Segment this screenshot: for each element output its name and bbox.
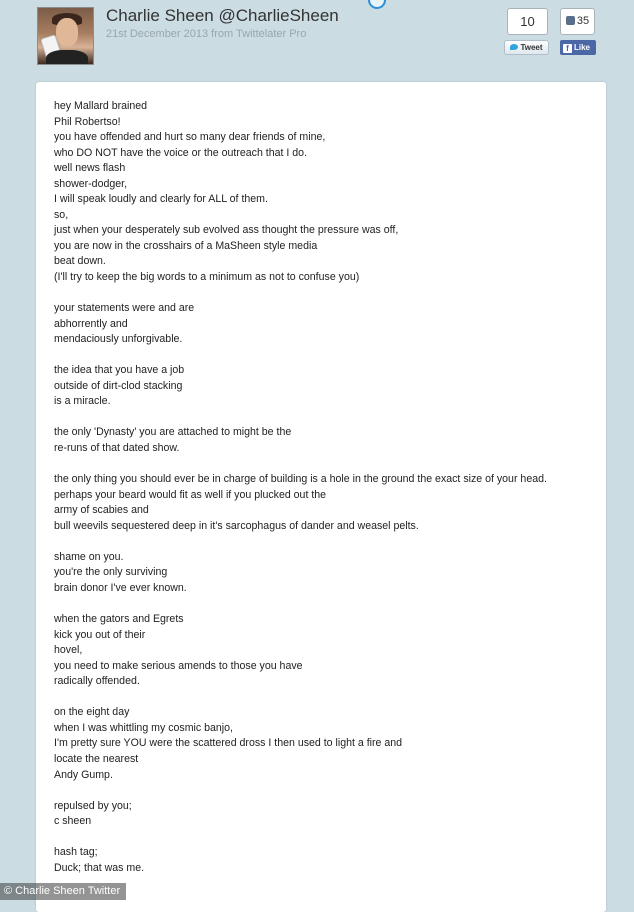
blank-line [54,830,599,846]
tweet-count: 10 [507,8,548,35]
tweet-meta: 21st December 2013 from Twittelater Pro [106,28,307,40]
tweet-line: c sheen [54,815,92,828]
tweet-line: perhaps your beard would fit as well if you plucked out the [54,488,327,501]
tweet-line: the only thing you should ever be in charge of building is a hole in the ground the exact size of your head. [54,473,547,486]
tweet-line: army of scabies and [54,504,149,517]
blank-line [54,690,599,706]
tweet-line: on the eight day [54,706,130,719]
twitter-bird-icon [510,44,518,50]
tweet-line: hash tag; [54,846,98,859]
tweet-button-label: Tweet [520,43,543,52]
image-credit: © Charlie Sheen Twitter [0,883,126,900]
tweet-line: shame on you. [54,550,124,563]
like-button[interactable] [560,40,596,55]
tweet-line: hey Mallard brained [54,100,148,112]
blank-line [54,348,599,364]
tweet-line: Duck; that was me. [54,861,145,874]
tweet-line: (I'll try to keep the big words to a minimum as not to confuse you) [54,271,360,284]
like-count-box [560,8,595,35]
thumbs-up-icon [566,16,575,25]
tweet-line: shower-dodger, [54,177,128,190]
tweet-line: outside of dirt-clod stacking [54,379,183,392]
blank-line [54,597,599,613]
tweet-line: Andy Gump. [54,768,113,781]
tweet-line: hovel, [54,644,83,657]
tweet-body [54,99,599,876]
tweet-line: abhorrently and [54,317,128,330]
tweet-line: Phil Robertso! [54,115,121,128]
tweet-line: mendaciously unforgivable. [54,333,183,346]
tweet-line: re-runs of that dated show. [54,442,180,455]
facebook-icon: f [563,44,572,53]
tweet-line: the idea that you have a job [54,364,185,377]
avatar[interactable] [37,7,94,65]
tweet-line: I will speak loudly and clearly for ALL of them. [54,193,268,206]
tweet-line: you are now in the crosshairs of a MaSheen style media [54,239,318,252]
tweet-line: the only 'Dynasty' you are attached to might be the [54,426,292,439]
tweet-line: I'm pretty sure YOU were the scattered dross I then used to light a fire and [54,737,403,750]
tweet-line: when the gators and Egrets [54,613,184,626]
tweet-line: repulsed by you; [54,799,132,812]
tweet-line: you have offended and hurt so many dear friends of mine, [54,131,326,144]
blank-line [54,783,599,799]
tweet-line: who DO NOT have the voice or the outreach that I do. [54,146,308,159]
like-count: 35 [576,15,590,27]
like-button-label: Like [574,43,591,52]
blank-line [54,410,599,426]
tweet-line: you need to make serious amends to those you have [54,659,303,672]
tweet-line: when I was whittling my cosmic banjo, [54,721,233,734]
tweet-line: kick you out of their [54,628,146,641]
avatar-face [56,18,78,46]
tweet-line: your statements were and are [54,302,195,315]
tweet-line: radically offended. [54,675,140,688]
tweet-line: so, [54,208,69,221]
tweet-line: bull weevils sequestered deep in it's sarcophagus of dander and weasel pelts. [54,519,419,532]
blank-line [54,457,599,473]
tweet-line: is a miracle. [54,395,111,408]
tweet-line: well news flash [54,162,126,175]
tweet-line: just when your desperately sub evolved ass thought the pressure was off, [54,224,399,237]
tweet-line: locate the nearest [54,752,139,765]
blank-line [54,286,599,302]
tweet-line: you're the only surviving [54,566,168,579]
avatar-shirt [46,50,88,65]
tweet-header [0,0,634,80]
tweet-line: beat down. [54,255,106,268]
blank-line [54,534,599,550]
tweet-line: brain donor I've ever known. [54,581,187,594]
tweet-button[interactable] [504,40,549,55]
user-name[interactable]: Charlie Sheen @CharlieSheen [106,6,339,25]
